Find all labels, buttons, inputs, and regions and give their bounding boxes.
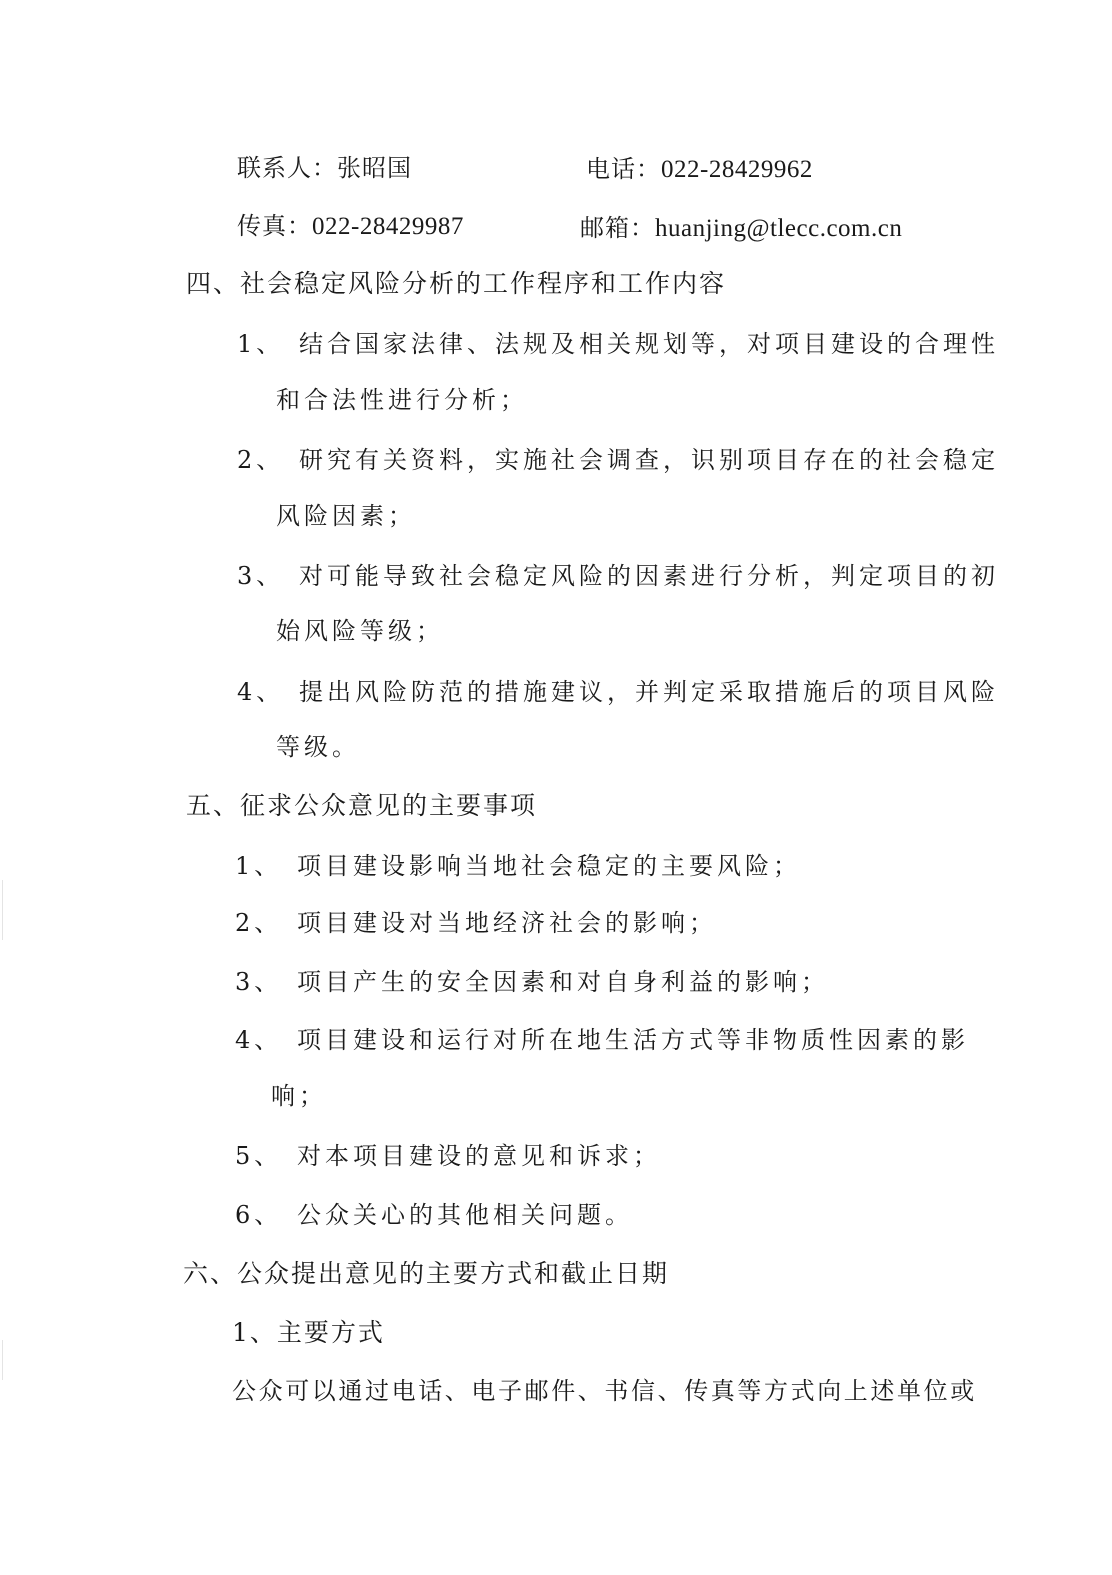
section5-item-4 — [235, 1024, 969, 1056]
contact-email-value: huanjing@tlecc.com.cn — [655, 215, 903, 242]
scan-edge-mark — [2, 880, 3, 940]
section4-item-1 — [237, 328, 999, 360]
item-number: 4、 — [237, 678, 285, 706]
item-number: 1、 — [235, 852, 283, 880]
item-text: 对可能导致社会稳定风险的因素进行分析，判定项目的初 — [299, 562, 999, 590]
section4-item-4-cont: 等级。 — [276, 733, 360, 761]
contact-email-label: 邮箱 — [580, 214, 630, 242]
contact-phone-label: 电话 — [586, 155, 636, 183]
contact-phone — [586, 153, 813, 186]
item-text: 结合国家法律、法规及相关规划等，对项目建设的合理性 — [299, 330, 999, 358]
section4-item-2-cont: 风险因素； — [276, 502, 416, 530]
item-number: 6、 — [235, 1201, 283, 1229]
section5-item-3 — [235, 966, 829, 998]
item-text: 公众关心的其他相关问题。 — [297, 1201, 633, 1229]
section4-item-4 — [237, 676, 999, 708]
section5-item-1 — [235, 850, 801, 882]
contact-person-label: 联系人 — [237, 154, 312, 182]
item-number: 3、 — [235, 968, 283, 996]
item-text: 项目产生的安全因素和对自身利益的影响； — [297, 968, 829, 996]
contact-fax-value: 022-28429987 — [312, 213, 464, 240]
section4-item-3 — [237, 560, 999, 592]
section6-paragraph: 公众可以通过电话、电子邮件、书信、传真等方式向上述单位或 — [232, 1377, 977, 1405]
item-text: 项目建设对当地经济社会的影响； — [297, 909, 717, 937]
contact-email — [580, 212, 902, 245]
contact-phone-value: 022-28429962 — [661, 156, 813, 183]
section4-item-1-cont: 和合法性进行分析； — [276, 386, 528, 414]
section5-title: 五、征求公众意见的主要事项 — [186, 791, 538, 820]
section4-item-2 — [237, 444, 999, 476]
item-number: 2、 — [237, 446, 285, 474]
item-text: 研究有关资料，实施社会调查，识别项目存在的社会稳定 — [299, 446, 999, 474]
contact-person-name: 张昭国 — [337, 154, 412, 182]
section4-title: 四、社会稳定风险分析的工作程序和工作内容 — [186, 269, 727, 298]
contact-fax-label: 传真 — [237, 212, 287, 240]
section5-item-5 — [235, 1140, 661, 1172]
item-number: 3、 — [237, 562, 285, 590]
item-number: 1、 — [237, 330, 285, 358]
section5-item-2 — [235, 907, 717, 939]
item-text: 项目建设和运行对所在地生活方式等非物质性因素的影 — [297, 1026, 969, 1054]
item-number: 5、 — [235, 1142, 283, 1170]
section6-subtitle-1: 1、主要方式 — [232, 1318, 385, 1347]
item-text: 提出风险防范的措施建议，并判定采取措施后的项目风险 — [299, 678, 999, 706]
separator: ： — [287, 212, 312, 240]
item-text: 项目建设影响当地社会稳定的主要风险； — [297, 852, 801, 880]
section4-item-3-cont: 始风险等级； — [276, 617, 444, 645]
section5-item-6 — [235, 1199, 633, 1231]
section6-title: 六、公众提出意见的主要方式和截止日期 — [183, 1259, 670, 1288]
contact-fax — [237, 210, 464, 243]
separator: ： — [630, 214, 655, 242]
item-number: 4、 — [235, 1026, 283, 1054]
scan-edge-mark — [2, 1340, 3, 1380]
separator: ： — [312, 154, 337, 182]
item-number: 2、 — [235, 909, 283, 937]
separator: ： — [636, 155, 661, 183]
item-text: 对本项目建设的意见和诉求； — [297, 1142, 661, 1170]
section5-item-4-cont: 响； — [271, 1082, 327, 1110]
contact-person — [237, 152, 412, 184]
